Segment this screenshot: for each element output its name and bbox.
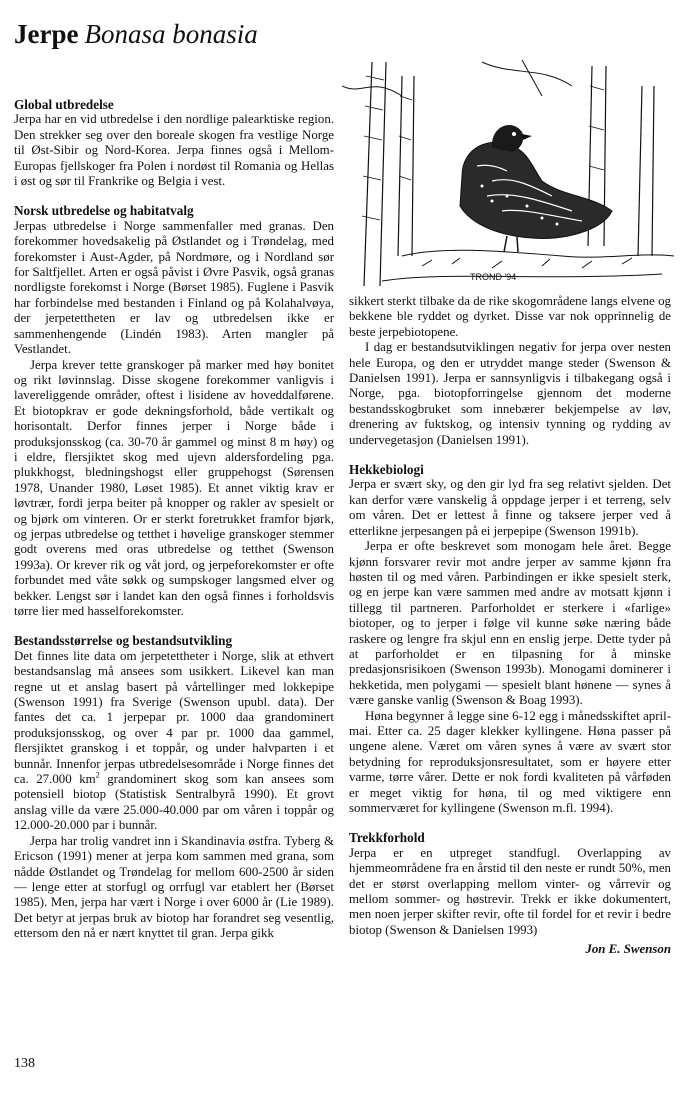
paragraph: Jerpa er en utpreget standfugl. Overlapping av hjemmeområdene fra en årstid til den neste er rundt 50%, men det er størst overlapping mellom vinter- og vårrevir og mellom sommer- og høstrevir. Trekk er ikke dokumentert, men noen jerper skifter revir, ofte til fordel for et revir i bedre biotop (Swenson & Danielsen 1993) xyxy=(349,845,671,937)
paragraph: Jerpas utbredelse i Norge sammenfaller med granas. Den forekommer hovedsakelig på Østlandet og i Trøndelag, med forekomster i Aust-Agder, på Nordmøre, og i Nordland sør for Saltfjellet. Arten er også påvist i Øvre Pasvik, også granas nordligste forekomst i Norge (Børset 1985). Fuglene i Pasvik har forbindelse med bestanden i Finland og på Kolahalvøya, der jerpetettheten er lav og utbredelsen ikke er sammenhengende (Lindén 1983). Arten mangler på Vestlandet. xyxy=(14,218,334,357)
artist-signature: TROND '94 xyxy=(470,272,517,282)
common-name: Jerpe xyxy=(14,19,79,49)
superscript: 2 xyxy=(95,770,100,780)
left-column xyxy=(14,97,334,942)
paragraph: Jerpa er ofte beskrevet som monogam hele året. Begge kjønn forsvarer revir mot andre jerper av samme kjønn fra høsten til og med våren. Parbindingen er ikke spesielt sterk, og en jerpe kan være sammen med andre av motsatt kjønn i tillegg til partneren. Parforholdet er sterkere i «farlige» biotoper, og to jerper i følge vil kunne søke næring både raskere og lengre fra skjul enn en enslig jerpe. Dette tyder på at parforholdet er en tilpasning for å minske predasjonsrisikoen (Swenson 1993b). Monogami dominerer i hekketida, men polygami — spesielt blant hønene — synes å være ganske vanlig (Swenson & Boag 1993). xyxy=(349,539,671,708)
section-heading-norsk: Norsk utbredelse og habitatvalg xyxy=(14,203,194,219)
article-title xyxy=(14,18,258,50)
paragraph xyxy=(14,649,334,834)
section-heading-hekkebiologi: Hekkebiologi xyxy=(349,462,424,478)
paragraph: Jerpa er svært sky, og den gir lyd fra seg relativt sjelden. Det kan derfor være vanskelig å oppdage jerper i et terreng, selv om våren. Det er lettest å finne og taksere jerper ved å etterlikne jerpesangen på ei jerpepipe (Swenson 1991b). xyxy=(349,477,671,538)
latin-name: Bonasa bonasia xyxy=(84,19,258,49)
section-heading-global: Global utbredelse xyxy=(14,97,114,112)
hazel-grouse-illustration xyxy=(342,56,674,292)
paragraph: Jerpa har trolig vandret inn i Skandinavia østfra. Tyberg & Ericson (1991) mener at jerpa kom sammen med grana, som nådde Østlandet og Trøndelag for mellom 600-2500 år siden — lenge etter at storfugl og orrfugl var etablert her (Børset 1985). Men, jerpa har vært i Norge i over 6000 år (Lie 1989). Det betyr at jerpas bruk av biotop har forandret seg vesentlig, ettersom den nå er nært knyttet til gran. Jerpa gikk xyxy=(14,833,334,941)
paragraph-text: Det finnes lite data om jerpetettheter i Norge, slik at ethvert bestandsanslag må ansees som usikkert. Likevel kan man regne ut et anslag basert på vårtellinger med lokkepipe (Swenson 1991) fra Sverige (Swenson upubl. data). Der fantes det ca. 1 jerpepar pr. 1000 daa grandominert produksjonsskog, og over 4 par pr. 1000 daa gammel, flersjiktet granskog i et toppår, og under halvparten i et bunnår. Innenfor jerpas utbredelsesområde i Norge finnes det ca. 27.000 km xyxy=(14,648,334,787)
right-column xyxy=(349,294,671,958)
paragraph: I dag er bestandsutviklingen negativ for jerpa over nesten hele Europa, og den er utryddet mange steder (Swenson & Danielsen 1991). Jerpa er sannsynligvis i tilbakegang også i Norge, pga. biotopforringelse gjennom det moderne bestandsskogbruket som innebærer bekjempelse av løv, drenering av fuktskog, og intensiv tynning og rydding av undervegetasjon (Danielsen 1991). xyxy=(349,340,671,447)
page-number: 138 xyxy=(14,1056,35,1071)
section-heading-trekkforhold: Trekkforhold xyxy=(349,830,425,846)
paragraph: Jerpa har en vid utbredelse i den nordlige palearktiske region. Den strekker seg over den boreale skogen fra vestlige Norge til Øst-Sibir og Nord-Korea. Jerpa finnes også i Mellom-Europas fjellskoger fra Polen i nordøst til Romania og Hellas i øst og sør til Frankrike og Belgia i vest. xyxy=(14,112,334,189)
paragraph: sikkert sterkt tilbake da de rike skogområdene langs elvene og bekkene ble ryddet og dyrket. Disse var nok opprinnelig de beste jerpebiotopene. xyxy=(349,294,671,339)
paragraph: Høna begynner å legge sine 6-12 egg i månedsskiftet april-mai. Etter ca. 25 dager klekker kyllingene. Høna passer på ungene alene. Været om våren synes å være av svært stor betydning for reproduksjonsresultatet, som er høyere etter varme, tørre vårer. Dette er nok fordi kvaliteten på vårføden er meget viktig for høna, til og med viktigere enn sommerværet for kyllingene (Swenson m.fl. 1994). xyxy=(349,708,671,815)
paragraph-text: grandominert skog som kan ansees som potensiell biotop (Statistisk Sentralbyrå 1990). Et grovt anslag ville da være 25.000-40.000 par om våren i toppår og 12.000-20.000 par i bunnår. xyxy=(14,772,334,833)
section-heading-bestand: Bestandsstørrelse og bestandsutvikling xyxy=(14,633,233,649)
paragraph: Jerpa krever tette granskoger på marker med høy bonitet og rikt løvinnslag. Disse skogene forekommer vanligvis i lavereliggende områder, oftest i lisidene av hoveddalførene. Et biotopkrav er gode dekningsforhold, både vertikalt og horisontalt. Derfor finnes jerper i Norge både i produksjonsskog (ca. 30-70 år gammel og minst 8 m høy) og i eldre, flersjiktet skog med ujevn aldersfordeling pga. plukkhogst, bledningshogst eller gruppehogst (Sørensen 1978, Unander 1980, Løset 1985). Et annet viktig krav er løvtrær, fordi jerpa beiter på knopper og rakler av spesielt or og bjørk om vinteren. Or er sterkt foretrukket framfor bjørk, og jerpas utbredelse og tetthet i høvelige granskoger stemmer godt overens med oras utbredelse og tetthet (Swenson 1993a). Or krever rik og våt jord, og jerpeforekomster er ofte forbundet med våte søkk og sumpskoger langsmed elver og bekker. Lengst sør i landet kan den også finnes i forholdsvis tørre lier med hasselforekomster. xyxy=(14,357,334,618)
author-signature: Jon E. Swenson xyxy=(585,942,671,957)
